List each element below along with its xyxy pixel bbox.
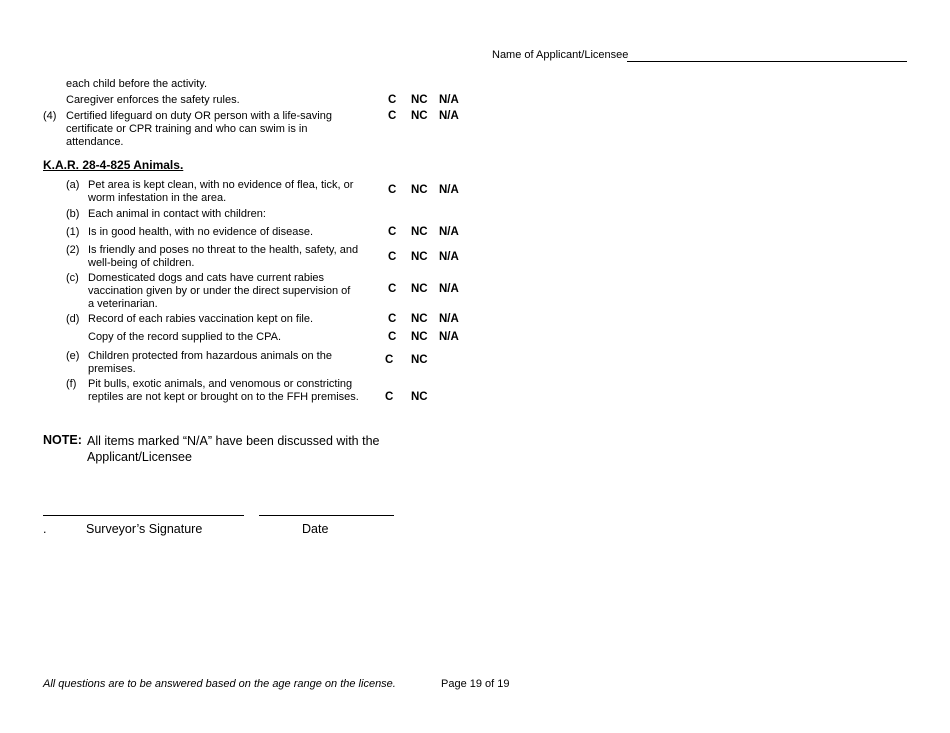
mark-na[interactable]: N/A xyxy=(439,313,459,325)
item-number: (c) xyxy=(66,272,79,284)
section-title: K.A.R. 28-4-825 Animals. xyxy=(43,158,184,172)
mark-c[interactable]: C xyxy=(385,354,394,366)
item-text: Copy of the record supplied to the CPA. xyxy=(88,331,282,343)
mark-c[interactable]: C xyxy=(388,331,397,343)
item-text: Pit bulls, exotic animals, and venomous or constricting reptiles are not kept or brought on to the FFH premises. xyxy=(88,378,359,403)
mark-nc[interactable]: NC xyxy=(411,226,428,238)
mark-c[interactable]: C xyxy=(385,391,394,403)
item-number: (4) xyxy=(43,110,57,122)
mark-c[interactable]: C xyxy=(388,94,397,106)
surveyor-signature-label: Surveyor’s Signature xyxy=(86,522,203,536)
page-number: Page 19 of 19 xyxy=(441,678,510,690)
item-number: (a) xyxy=(66,179,80,191)
item-number: (2) xyxy=(66,244,80,256)
mark-na[interactable]: N/A xyxy=(439,283,459,295)
date-label: Date xyxy=(302,522,329,536)
mark-nc[interactable]: NC xyxy=(411,354,428,366)
item-text: Pet area is kept clean, with no evidence of flea, tick, or worm infestation in the area. xyxy=(88,179,354,204)
date-line[interactable] xyxy=(259,515,394,516)
item-number: (e) xyxy=(66,350,80,362)
mark-c[interactable]: C xyxy=(388,226,397,238)
mark-nc[interactable]: NC xyxy=(411,391,428,403)
mark-c[interactable]: C xyxy=(388,313,397,325)
surveyor-signature-line[interactable] xyxy=(43,515,244,516)
item-text: Is friendly and poses no threat to the health, safety, and well-being of children. xyxy=(88,244,359,269)
mark-nc[interactable]: NC xyxy=(411,94,428,106)
mark-nc[interactable]: NC xyxy=(411,251,428,263)
mark-na[interactable]: N/A xyxy=(439,226,459,238)
continuation-text-1: Caregiver enforces the safety rules. xyxy=(66,94,240,106)
item-text: Each animal in contact with children: xyxy=(88,208,266,220)
signature-dot: . xyxy=(43,522,47,536)
item-number: (d) xyxy=(66,313,80,325)
applicant-name-line xyxy=(627,61,907,62)
continuation-text-2: Certified lifeguard on duty OR person with a life-saving certificate or CPR training and who can swim is in attendance. xyxy=(66,110,332,148)
mark-nc[interactable]: NC xyxy=(411,184,428,196)
mark-c[interactable]: C xyxy=(388,184,397,196)
mark-c[interactable]: C xyxy=(388,110,397,122)
item-number: (f) xyxy=(66,378,77,390)
item-text: Children protected from hazardous animals on the premises. xyxy=(88,350,332,375)
note-text: All items marked “N/A” have been discussed with the Applicant/Licensee xyxy=(87,434,380,464)
mark-na[interactable]: N/A xyxy=(439,251,459,263)
item-number: (1) xyxy=(66,226,80,238)
continuation-text-0: each child before the activity. xyxy=(66,78,208,90)
mark-c[interactable]: C xyxy=(388,283,397,295)
mark-na[interactable]: N/A xyxy=(439,110,459,122)
item-number: (b) xyxy=(66,208,80,220)
item-text: Is in good health, with no evidence of disease. xyxy=(88,226,314,238)
mark-nc[interactable]: NC xyxy=(411,313,428,325)
item-text: Record of each rabies vaccination kept on file. xyxy=(88,313,314,325)
item-text: Domesticated dogs and cats have current rabies vaccination given by or under the direct supervision of a veterinarian. xyxy=(88,272,351,310)
mark-nc[interactable]: NC xyxy=(411,110,428,122)
mark-na[interactable]: N/A xyxy=(439,184,459,196)
mark-na[interactable]: N/A xyxy=(439,331,459,343)
applicant-name-label: Name of Applicant/Licensee xyxy=(492,49,629,61)
mark-c[interactable]: C xyxy=(388,251,397,263)
mark-nc[interactable]: NC xyxy=(411,331,428,343)
mark-nc[interactable]: NC xyxy=(411,283,428,295)
footer-note: All questions are to be answered based on the age range on the license. xyxy=(43,678,396,690)
note-label: NOTE: xyxy=(43,433,82,447)
mark-na[interactable]: N/A xyxy=(439,94,459,106)
